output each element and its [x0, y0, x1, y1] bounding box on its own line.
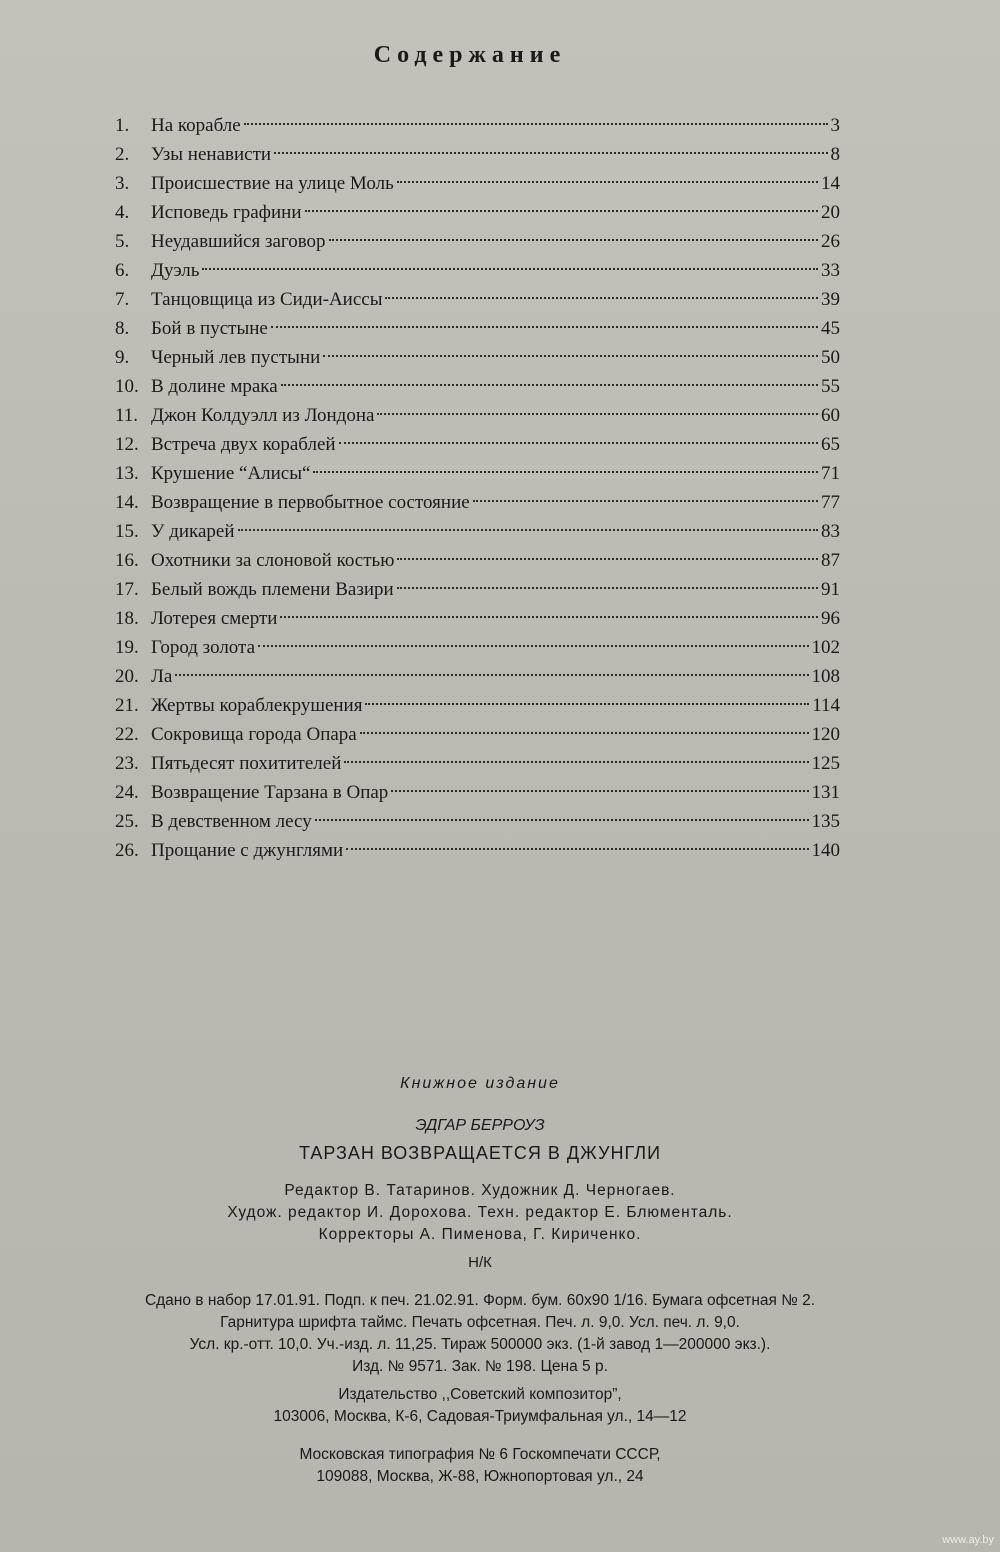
toc-item-page: 108 — [811, 666, 840, 687]
toc-item — [115, 807, 840, 836]
toc-item-number: 22. — [115, 724, 139, 745]
toc-item-title: Возвращение Тарзана в Опар — [151, 782, 389, 803]
toc-item-number: 5. — [115, 231, 130, 252]
toc-item-title: Дуэль — [151, 260, 200, 281]
toc-item-page: 65 — [821, 434, 840, 455]
toc-item — [115, 140, 840, 169]
toc-item-title: Бой в пустыне — [151, 318, 268, 339]
toc-item — [115, 227, 840, 256]
toc-item-page: 45 — [821, 318, 840, 339]
toc-leader-dots — [397, 587, 818, 589]
toc-item-page: 102 — [811, 637, 840, 658]
toc-item-title: Происшествие на улице Моль — [151, 173, 394, 194]
toc-item — [115, 314, 840, 343]
toc-item-title: Танцовщица из Сиди-Аиссы — [151, 289, 383, 310]
toc-leader-dots — [329, 239, 818, 241]
book-title: ТАРЗАН ВОЗВРАЩАЕТСЯ В ДЖУНГЛИ — [299, 1143, 661, 1163]
toc-item-title: Черный лев пустыни — [151, 347, 321, 368]
toc-item-title: Сокровища города Опара — [151, 724, 357, 745]
toc-item-page: 87 — [821, 550, 840, 571]
toc-item-page: 33 — [821, 260, 840, 281]
toc-item-page: 55 — [821, 376, 840, 397]
toc-item — [115, 836, 840, 865]
toc-item-page: 96 — [821, 608, 840, 629]
toc-leader-dots — [344, 761, 808, 763]
toc-item-title: Встреча двух кораблей — [151, 434, 336, 455]
toc-leader-dots — [315, 819, 809, 821]
watermark: www.ay.by — [942, 1534, 994, 1546]
print-specs-line: Усл. кр.-отт. 10,0. Уч.-изд. л. 11,25. Тираж 500000 экз. (1-й завод 1—200000 экз.). — [189, 1336, 771, 1353]
toc-item — [115, 111, 840, 140]
toc-item-page: 71 — [821, 463, 840, 484]
credits-line: Худож. редактор И. Дорохова. Техн. редактор Е. Блюменталь. — [227, 1204, 733, 1221]
toc-item-title: Прощание с джунглями — [151, 840, 344, 861]
toc-item-number: 17. — [115, 579, 139, 600]
toc-item — [115, 749, 840, 778]
toc-item-number: 12. — [115, 434, 139, 455]
toc-item-title: У дикарей — [151, 521, 235, 542]
printer-line: 109088, Москва, Ж-88, Южнопортовая ул., 24 — [316, 1468, 644, 1485]
toc-leader-dots — [360, 732, 809, 734]
credits-block — [0, 1180, 960, 1246]
toc-item — [115, 604, 840, 633]
toc-item-title: В девственном лесу — [151, 811, 312, 832]
toc-item-title: Лотерея смерти — [151, 608, 278, 629]
toc-item — [115, 488, 840, 517]
toc-leader-dots — [175, 674, 808, 676]
toc-item — [115, 198, 840, 227]
toc-item-title: Ла — [151, 666, 173, 687]
toc-item-number: 18. — [115, 608, 139, 629]
toc-item — [115, 169, 840, 198]
edition-type: Книжное издание — [400, 1075, 560, 1092]
toc-item-number: 26. — [115, 840, 139, 861]
toc-item-number: 11. — [115, 405, 139, 426]
credits-line: Корректоры А. Пименова, Г. Кириченко. — [318, 1226, 642, 1243]
toc-item — [115, 256, 840, 285]
toc-item-title: Пятьдесят похитителей — [151, 753, 342, 774]
publisher-block — [0, 1384, 960, 1428]
toc-item-number: 15. — [115, 521, 139, 542]
toc-leader-dots — [280, 616, 818, 618]
toc-leader-dots — [397, 181, 818, 183]
toc-item-number: 9. — [115, 347, 130, 368]
toc-leader-dots — [244, 123, 828, 125]
toc-leader-dots — [313, 471, 818, 473]
toc-item-number: 14. — [115, 492, 139, 513]
toc-leader-dots — [346, 848, 808, 850]
toc-item-title: Неудавшийся заговор — [151, 231, 326, 252]
toc-item-page: 135 — [811, 811, 840, 832]
toc-item-number: 8. — [115, 318, 130, 339]
toc-leader-dots — [391, 790, 808, 792]
toc-item-title: Крушение “Алисы“ — [151, 463, 311, 484]
toc-item — [115, 662, 840, 691]
toc-item-number: 23. — [115, 753, 139, 774]
toc-item — [115, 430, 840, 459]
toc-item-number: 2. — [115, 144, 130, 165]
toc-item-number: 20. — [115, 666, 139, 687]
toc-leader-dots — [274, 152, 827, 154]
toc-item-number: 19. — [115, 637, 139, 658]
toc-item — [115, 691, 840, 720]
toc-leader-dots — [271, 326, 818, 328]
toc-item-page: 14 — [821, 173, 840, 194]
toc-item-number: 25. — [115, 811, 139, 832]
publisher-line: 103006, Москва, К-6, Садовая-Триумфальная ул., 14—12 — [273, 1408, 687, 1425]
publisher-line: Издательство ,,Советский композитор”, — [338, 1386, 622, 1403]
toc-item-title: Охотники за слоновой костью — [151, 550, 395, 571]
toc-item — [115, 575, 840, 604]
toc-item — [115, 517, 840, 546]
toc-item-page: 83 — [821, 521, 840, 542]
toc-item-page: 39 — [821, 289, 840, 310]
toc-item-title: Джон Колдуэлл из Лондона — [151, 405, 375, 426]
toc-item-number: 10. — [115, 376, 139, 397]
toc-item-number: 7. — [115, 289, 130, 310]
toc-leader-dots — [339, 442, 818, 444]
toc-item-title: На корабле — [151, 115, 241, 136]
toc-item-number: 13. — [115, 463, 139, 484]
toc-item-number: 1. — [115, 115, 130, 136]
print-specs-line: Сдано в набор 17.01.91. Подп. к печ. 21.02.91. Форм. бум. 60x90 1/16. Бумага офсетная № 2. — [144, 1292, 816, 1309]
toc-leader-dots — [305, 210, 819, 212]
toc-leader-dots — [473, 500, 818, 502]
toc-item-title: Узы ненависти — [151, 144, 272, 165]
genre-mark: Н/К — [468, 1254, 492, 1271]
toc-item-page: 120 — [811, 724, 840, 745]
toc-item-number: 24. — [115, 782, 139, 803]
toc-leader-dots — [281, 384, 818, 386]
author-name: ЭДГАР БЕРРОУЗ — [415, 1117, 545, 1134]
toc-leader-dots — [238, 529, 818, 531]
credits-line: Редактор В. Татаринов. Художник Д. Черногаев. — [284, 1182, 676, 1199]
print-specs-line: Изд. № 9571. Зак. № 198. Цена 5 р. — [352, 1358, 608, 1375]
printer-line: Московская типография № 6 Госкомпечати СССР, — [299, 1446, 661, 1463]
toc-item-title: Город золота — [151, 637, 256, 658]
toc-item-page: 125 — [811, 753, 840, 774]
toc-item-page: 50 — [821, 347, 840, 368]
toc-leader-dots — [385, 297, 818, 299]
toc-leader-dots — [377, 413, 818, 415]
toc-leader-dots — [202, 268, 818, 270]
toc-item-page: 26 — [821, 231, 840, 252]
toc-item — [115, 633, 840, 662]
toc-item — [115, 401, 840, 430]
toc-leader-dots — [397, 558, 818, 560]
toc-item-number: 21. — [115, 695, 139, 716]
toc-item-page: 60 — [821, 405, 840, 426]
toc-item-page: 140 — [811, 840, 840, 861]
toc-item-title: Жертвы кораблекрушения — [151, 695, 363, 716]
toc-item-number: 16. — [115, 550, 139, 571]
toc-item-number: 6. — [115, 260, 130, 281]
toc-item — [115, 285, 840, 314]
printer-block — [0, 1444, 960, 1488]
toc-item-page: 77 — [821, 492, 840, 513]
toc-list — [115, 111, 840, 865]
toc-item-page: 3 — [830, 115, 840, 136]
toc-item — [115, 372, 840, 401]
print-specs-block — [0, 1290, 960, 1378]
toc-item-title: Белый вождь племени Вазири — [151, 579, 394, 600]
toc-item-page: 91 — [821, 579, 840, 600]
toc-item-number: 3. — [115, 173, 130, 194]
toc-item — [115, 546, 840, 575]
toc-item-number: 4. — [115, 202, 130, 223]
toc-item — [115, 778, 840, 807]
toc-leader-dots — [365, 703, 809, 705]
toc-item-page: 20 — [821, 202, 840, 223]
toc-item-page: 131 — [811, 782, 840, 803]
toc-item — [115, 720, 840, 749]
toc-item-title: Возвращение в первобытное состояние — [151, 492, 470, 513]
print-specs-line: Гарнитура шрифта таймс. Печать офсетная. Печ. л. 9,0. Усл. печ. л. 9,0. — [220, 1314, 740, 1331]
toc-item-title: Исповедь графини — [151, 202, 302, 223]
toc-item-page: 8 — [830, 144, 840, 165]
toc-item-page: 114 — [812, 695, 840, 716]
toc-item — [115, 343, 840, 372]
toc-title: Содержание — [373, 42, 567, 68]
toc-item — [115, 459, 840, 488]
toc-leader-dots — [258, 645, 808, 647]
toc-item-title: В долине мрака — [151, 376, 278, 397]
toc-leader-dots — [323, 355, 818, 357]
